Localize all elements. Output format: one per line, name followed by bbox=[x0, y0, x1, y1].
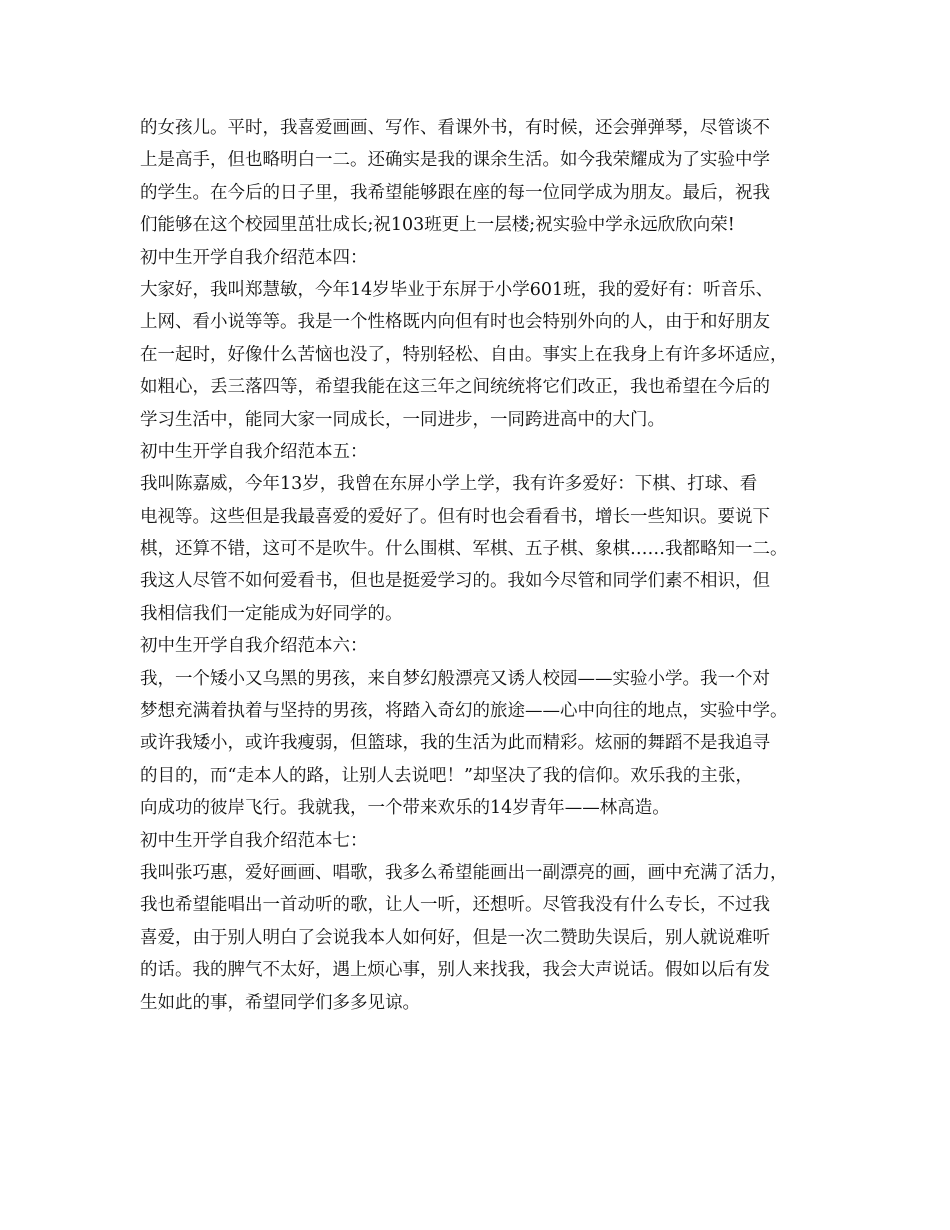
text-line: 的目的，而“走本人的路，让别人去说吧！”却坚决了我的信仰。欢乐我的主张， bbox=[140, 765, 753, 786]
text-line: 的学生。在今后的日子里，我希望能够跟在座的每一位同学成为朋友。最后，祝我 bbox=[140, 182, 770, 203]
text-line: 我叫陈嘉威，今年13岁，我曾在东屏小学上学，我有许多爱好：下棋、打球、看 bbox=[140, 474, 758, 495]
text-line: 喜爱，由于别人明白了会说我本人如何好，但是一次二赞助失误后，别人就说难听 bbox=[140, 927, 770, 948]
text-line: 电视等。这些但是我最喜爱的爱好了。但有时也会看看书，增长一些知识。要说下 bbox=[140, 506, 770, 527]
section-heading: 初中生开学自我介绍范本七： bbox=[140, 830, 368, 851]
text-line: 在一起时，好像什么苦恼也没了，特别轻松、自由。事实上在我身上有许多坏适应， bbox=[140, 344, 788, 365]
text-line: 我也希望能唱出一首动听的歌，让人一听，还想听。尽管我没有什么专长，不过我 bbox=[140, 895, 770, 916]
text-line: 的话。我的脾气不太好，遇上烦心事，别人来找我，我会大声说话。假如以后有发 bbox=[140, 960, 770, 981]
text-line: 棋，还算不错，这可不是吹牛。什么围棋、军棋、五子棋、象棋……我都略知一二。 bbox=[140, 539, 788, 560]
text-line: 我这人尽管不如何爱看书，但也是挺爱学习的。我如今尽管和同学们素不相识，但 bbox=[140, 571, 770, 592]
text-line: 我叫张巧惠，爱好画画、唱歌，我多么希望能画出一副漂亮的画，画中充满了活力， bbox=[140, 862, 788, 883]
text-line: 学习生活中，能同大家一同成长，一同进步，一同跨进高中的大门。 bbox=[140, 409, 665, 430]
text-line: 或许我矮小，或许我瘦弱，但篮球，我的生活为此而精彩。炫丽的舞蹈不是我追寻 bbox=[140, 733, 770, 754]
section-heading: 初中生开学自我介绍范本五： bbox=[140, 441, 368, 462]
section-heading: 初中生开学自我介绍范本四： bbox=[140, 247, 368, 268]
text-line: 的女孩儿。平时，我喜爱画画、写作、看课外书，有时候，还会弹弹琴，尽管谈不 bbox=[140, 118, 770, 138]
text-line: 向成功的彼岸飞行。我就我，一个带来欢乐的14岁青年——林高造。 bbox=[140, 798, 670, 819]
text-line: 上是高手，但也略明白一二。还确实是我的课余生活。如今我荣耀成为了实验中学 bbox=[140, 150, 770, 171]
text-line: 上网、看小说等等。我是一个性格既内向但有时也会特别外向的人，由于和好朋友 bbox=[140, 312, 770, 333]
text-line: 大家好，我叫郑慧敏，今年14岁毕业于东屏于小学601班，我的爱好有：听音乐、 bbox=[140, 279, 774, 300]
text-line: 们能够在这个校园里茁壮成长;祝103班更上一层楼;祝实验中学永远欣欣向荣! bbox=[140, 215, 735, 236]
body-text bbox=[140, 112, 830, 1019]
text-line: 我，一个矮小又乌黑的男孩，来自梦幻般漂亮又诱人校园——实验小学。我一个对 bbox=[140, 668, 770, 689]
text-line: 如粗心，丢三落四等，希望我能在这三年之间统统将它们改正，我也希望在今后的 bbox=[140, 377, 770, 398]
text-line: 梦想充满着执着与坚持的男孩，将踏入奇幻的旅途——心中向往的地点，实验中学。 bbox=[140, 701, 788, 722]
section-heading: 初中生开学自我介绍范本六： bbox=[140, 636, 368, 657]
text-line: 生如此的事，希望同学们多多见谅。 bbox=[140, 992, 420, 1013]
text-line: 我相信我们一定能成为好同学的。 bbox=[140, 603, 403, 624]
